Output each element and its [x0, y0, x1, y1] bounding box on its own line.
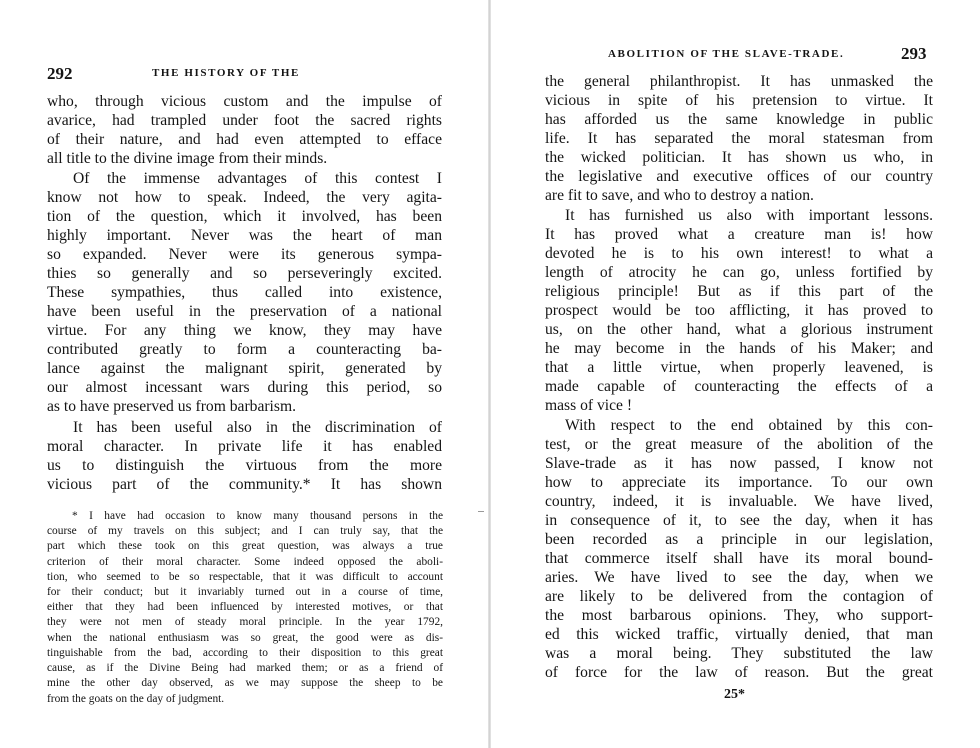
right-line: aries. We have lived to see the day, when we [545, 569, 933, 586]
right-line: that commerce itself shall have its moral bound- [545, 550, 933, 567]
footnote-line: course of my travels on this subject; and I can truly say, that the [47, 525, 443, 537]
right-line: that a little virtue, when properly leavened, is [545, 359, 933, 376]
right-line: devoted he is to his own interest! to what a [545, 245, 933, 262]
left-line: moral character. In private life it has enabled [47, 438, 442, 455]
footnote-line: for their conduct; but it invariably turned out in a course of time, [47, 586, 443, 598]
left-running-head: THE HISTORY OF THE [152, 67, 300, 79]
left-line: Of the immense advantages of this contest I [73, 170, 442, 187]
right-line: vicious in spite of his pretension to virtue. It [545, 92, 933, 109]
right-line: life. It has separated the moral statesman from [545, 130, 933, 147]
right-line: the wicked politician. It has shown us who, in [545, 149, 933, 166]
footnote-line: cause, as if the Divine Being had marked them; or as a friend of [47, 662, 443, 674]
left-line: so expanded. Never were its generous sympa- [47, 246, 442, 263]
right-line: It has furnished us also with important lessons. [565, 207, 933, 224]
right-line: country, indeed, it is invaluable. We have lived, [545, 493, 933, 510]
left-line: all title to the divine image from their minds. [47, 150, 328, 167]
left-line: virtue. For any thing we know, they may have [47, 322, 442, 339]
right-line: It has proved what a creature man is! how [545, 226, 933, 243]
right-line: the general philanthropist. It has unmasked the [545, 73, 933, 90]
right-line: the most barbarous opinions. They, who support- [545, 607, 933, 624]
footnote-line: tinguishable from the bad, according to their disposition to this great [47, 647, 443, 659]
right-line: Slave-trade as it has now passed, I know not [545, 455, 933, 472]
signature-mark: 25* [724, 687, 745, 702]
footnote-line: part which these took on this great question, was always a true [47, 540, 443, 552]
left-line: know not how to speak. Indeed, the very agita- [47, 189, 442, 206]
left-line: lance against the malignant spirit, generated by [47, 360, 442, 377]
footnote-line: when the national enthusiasm was so great, the good were as dis- [47, 632, 443, 644]
right-line: mass of vice ! [545, 397, 633, 414]
left-line: thies so generally and so perseveringly excited. [47, 265, 442, 282]
right-line: prospect would be too afflicting, it has proved to [545, 302, 933, 319]
left-line: tion of the question, which it involved, has been [47, 208, 442, 225]
right-line: us, on the other hand, what a glorious instrument [545, 321, 933, 338]
right-line: ed this wicked traffic, virtually denied, that man [545, 626, 933, 643]
footnote-line: from the goats on the day of judgment. [47, 693, 225, 705]
right-line: are likely to be delivered from the contagion of [545, 588, 933, 605]
right-line: With respect to the end obtained by this con- [565, 417, 933, 434]
right-line: are fit to save, and who to destroy a nation. [545, 187, 814, 204]
right-running-head: ABOLITION OF THE SLAVE-TRADE. [608, 48, 845, 60]
left-page-number: 292 [47, 64, 73, 83]
left-line: as to have preserved us from barbarism. [47, 398, 296, 415]
left-line: contributed greatly to form a counteracting ba- [47, 341, 442, 358]
left-line: highly important. Never was the heart of man [47, 227, 442, 244]
right-line: of force for the law of reason. But the great [545, 664, 933, 681]
footnote-line: criterion of their moral character. Some indeed opposed the aboli- [47, 556, 443, 568]
right-line: length of atrocity he can go, unless fortified by [545, 264, 933, 281]
right-line: he may become in the hands of his Maker; and [545, 340, 933, 357]
right-page [490, 0, 980, 748]
right-line: has afforded us the same knowledge in public [545, 111, 933, 128]
right-line: was a moral being. They substituted the law [545, 645, 933, 662]
left-line: avarice, had trampled under foot the sacred rights [47, 112, 442, 129]
right-line: the legislative and executive offices of our country [545, 168, 933, 185]
left-line: These sympathies, thus called into existence, [47, 284, 442, 301]
right-line: made capable of counteracting the effects of a [545, 378, 933, 395]
left-line: us to distinguish the virtuous from the more [47, 457, 442, 474]
right-line: been recorded as a principle in our legislation, [545, 531, 933, 548]
right-page-number: 293 [901, 44, 927, 63]
footnote-mark-rule [478, 511, 484, 512]
footnote-line: mine the other day observed, as we may suppose the sheep to be [47, 677, 443, 689]
left-line: have been useful in the preservation of a national [47, 303, 442, 320]
left-line: our almost incessant wars during this period, so [47, 379, 442, 396]
left-line: It has been useful also in the discrimination of [73, 419, 442, 436]
right-line: in consequence of it, to see the day, when it has [545, 512, 933, 529]
left-line: of their nature, and had even attempted to efface [47, 131, 442, 148]
left-line: vicious part of the community.* It has shown [47, 476, 442, 493]
right-line: how to appreciate its importance. To our own [545, 474, 933, 491]
footnote-line: they were not men of steady moral principle. In the year 1792, [47, 616, 443, 628]
right-line: religious principle! But as if this part of the [545, 283, 933, 300]
right-line: test, or the great measure of the abolition of the [545, 436, 933, 453]
left-line: who, through vicious custom and the impulse of [47, 93, 442, 110]
footnote-line: either that they had been influenced by interested motives, or that [47, 601, 443, 613]
footnote-line: tion, who seemed to be so respectable, that it was difficult to account [47, 571, 443, 583]
footnote-line: * I have had occasion to know many thousand persons in the [72, 510, 443, 522]
